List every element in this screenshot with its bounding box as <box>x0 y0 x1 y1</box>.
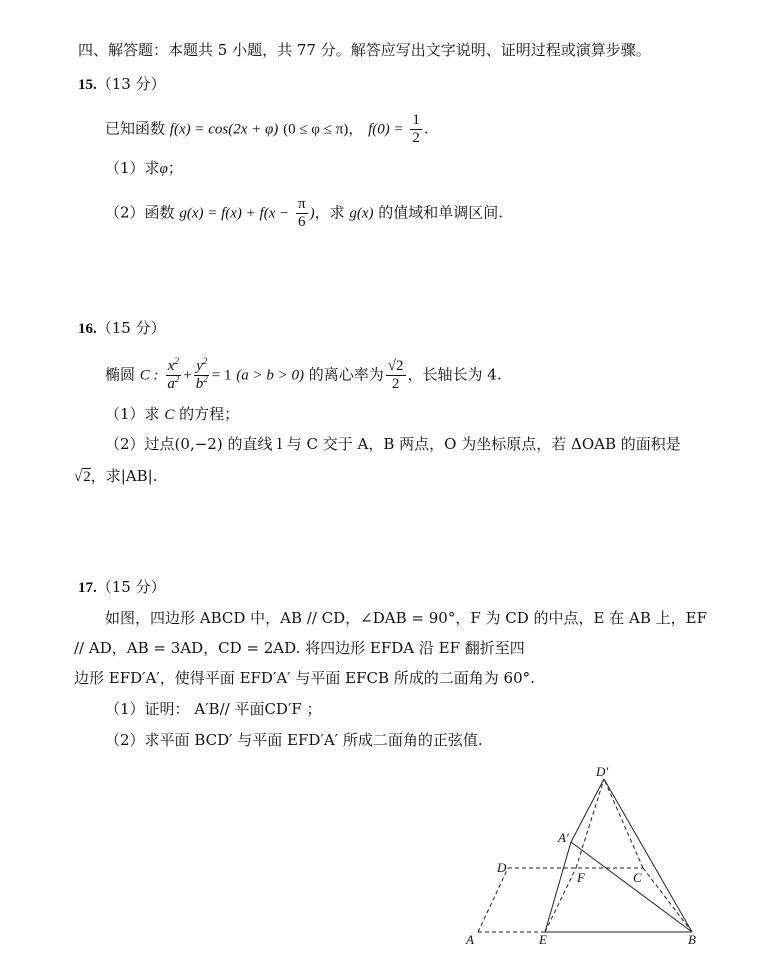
label-D: D <box>497 860 507 875</box>
question-number: 17. <box>78 580 97 596</box>
edge-AD <box>478 868 508 932</box>
question-number: 15. <box>78 77 97 93</box>
label-C: C <box>633 870 642 885</box>
edge-A-prime-B <box>571 842 692 932</box>
fraction-eccentricity: $\frac{√2}{2}$ <box>387 358 404 392</box>
label-A: A <box>466 932 474 947</box>
label-B: B <box>688 932 696 947</box>
question-16-part-2-continued: √2，求|AB|. <box>74 467 158 485</box>
fraction-y2-over-b2: $\frac{y^2}{b^2}$ <box>195 356 208 392</box>
question-16-part-1: （1）求 C 的方程； <box>105 405 240 423</box>
function-definition: f(x) = cos(2x + φ) <box>169 121 279 138</box>
question-17-stem-line-2: // AD，AB = 3AD，CD = 2AD. 将四边形 EFDA 沿 EF 翻折至四 <box>74 639 525 657</box>
question-number: 16. <box>78 321 97 337</box>
question-17-part-1: （1）证明： A′B// 平面CD′F ； <box>105 700 322 718</box>
question-17-stem-line-3: 边形 EFD′A′，使得平面 EFD′A′ 与平面 EFCB 所成的二面角为 60°. <box>74 669 535 687</box>
section-header: 四、解答题：本题共 5 小题，共 77 分。解答应写出文字说明、证明过程或演算步骤。 <box>78 41 651 59</box>
label-D-prime: D′ <box>596 764 609 779</box>
question-17-part-2: （2）求平面 BCD′ 与平面 EFD′A′ 所成二面角的正弦值. <box>105 731 483 749</box>
label-E: E <box>539 932 547 947</box>
question-16-part-2: （2）过点(0,−2) 的直线 l 与 C 交于 A，B 两点，O 为坐标原点，若 ΔOAB 的面积是 <box>105 435 681 453</box>
question-15-part-1: （1）求φ； <box>105 159 183 177</box>
question-points: （15 分） <box>96 319 166 337</box>
fraction-x2-over-a2: $\frac{x^2}{a^2}$ <box>167 356 180 392</box>
edge-CB <box>643 868 692 932</box>
fraction-one-half: $\frac{1}{2}$ <box>412 112 420 146</box>
question-16-stem: 椭圆 C : $\frac{x^2}{a^2}$ + $\frac{y^2}{b^2}$ = 1 (a > b > 0) 的离心率为 $\frac{√2}{2}$ ，长轴长为 4. <box>105 356 502 392</box>
question-15-part-2: （2）函数 g(x) = f(x) + f(x − $\frac{\pi}{6}$ )，求 g(x) 的值域和单调区间. <box>105 196 504 230</box>
question-points: （15 分） <box>96 578 166 596</box>
edge-CD-prime <box>604 779 643 868</box>
question-17-stem-line-1: 如图，四边形 ABCD 中，AB // CD，∠DAB = 90°，F 为 CD 的中点，E 在 AB 上，EF <box>105 609 708 627</box>
sqrt-2: √2 <box>74 469 91 485</box>
question-points: （13 分） <box>96 75 166 93</box>
edge-D-prime-B <box>604 779 692 932</box>
label-A-prime: A′ <box>558 830 569 845</box>
question-15-stem: 已知函数 f(x) = cos(2x + φ) (0 ≤ φ ≤ π)， f(0) = $\frac{1}{2}$ . <box>105 112 429 146</box>
fraction-pi-over-6: $\frac{\pi}{6}$ <box>298 196 306 230</box>
label-F: F <box>577 870 585 885</box>
